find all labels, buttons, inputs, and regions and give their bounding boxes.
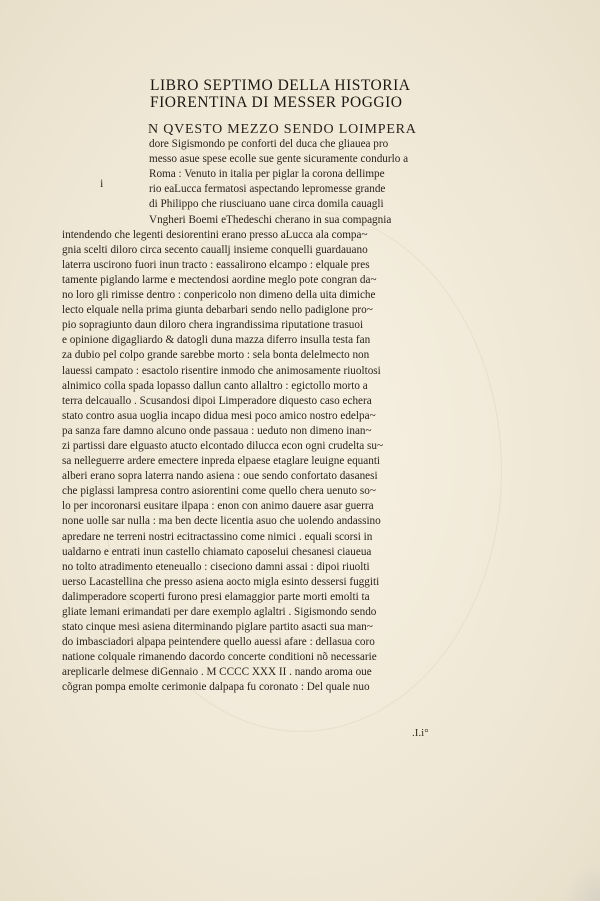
text-line: e opinione digagliardo & datogli duna mazza diferro insulla testa fan — [62, 334, 371, 347]
text-line: za dubio pel colpo grande sarebbe morto : sela bonta delelmecto non — [62, 349, 370, 362]
body-text — [62, 122, 442, 696]
text-line: lo per incoronarsi eusitare ilpapa : enon con animo dauere asar guerra — [62, 500, 374, 513]
text-line: sa nelleguerre ardere emectere inpreda elpaese etaglare leuigne equanti — [62, 455, 381, 468]
text-line: N QVESTO MEZZO SENDO LOIMPERA — [148, 122, 417, 137]
paper-stain — [564, 861, 600, 901]
text-line: do imbasciadori alpapa peintendere quello auessi afare : dellasua coro — [62, 636, 375, 649]
text-line: dalimperadore scoperti furono presi elamaggior parte morti emolti ta — [62, 590, 370, 603]
text-line: pa sanza fare damno alcuno onde passaua : ueduto non dimeno inan~ — [62, 424, 372, 437]
text-line: areplicarle delmese diGennaio . M CCCC XXX II . nando aroma oue — [62, 666, 372, 679]
text-line: intendendo che legenti desiorentini erano presso aLucca ala compa~ — [62, 228, 368, 241]
text-line: lecto elquale nella prima giunta debarbari sendo nello padiglone pro~ — [62, 304, 373, 317]
text-line: messo asue spese ecolle sue gente sicuramente condurlo a — [149, 153, 409, 166]
signature-mark: .I.i° — [412, 727, 429, 739]
text-line: cõgran pompa emolte cerimonie dalpapa fu coronato : Del quale nuo — [62, 681, 370, 694]
text-line: alberi erano sopra laterra nando asiena : oue sendo confortato dasanesi — [62, 470, 378, 483]
text-line: terra delcauallo . Scusandosi dipoi Limperadore diquesto caso echera — [62, 394, 372, 407]
text-line: rio eaLucca fermatosi aspectando lepromesse grande — [149, 183, 386, 196]
text-line: dore Sigismondo pe conforti del duca che gliauea pro — [149, 138, 389, 151]
text-line: uerso Lacastellina che presso asiena aocto migla esinto dessersi fuggiti — [62, 575, 380, 588]
text-line: gliate lemani erimandati per dare exemplo aglaltri . Sigismondo sendo — [62, 606, 377, 618]
text-line: none uolle sar nulla : ma ben decte licentia asuo che uolendo andassino — [62, 515, 381, 528]
text-line: apredare ne terreni nostri ecitractassino come nimici . equali scorsi in — [62, 530, 373, 543]
text-line: natione colquale rimanendo dacordo concerte conditioni nõ necessarie — [62, 651, 377, 664]
text-line: gnia scelti diloro circa secento cauallj insieme conquelli guardauano — [62, 243, 368, 256]
text-line: stato cinque mesi asiena diterminando piglare partito asacti sua man~ — [62, 621, 373, 634]
text-line: Vngheri Boemi eThedeschi cherano in sua compagnia — [149, 213, 392, 226]
text-line: pio sopragiunto daun diloro chera ingrandissima riputatione trasuoi — [62, 319, 364, 332]
margin-note: i — [100, 176, 104, 190]
text-line: zi partissi dare elguasto atucto elcontado dilucca econ ogni crudelta su~ — [62, 439, 384, 452]
chapter-heading — [150, 77, 450, 111]
heading-line-1: LIBRO SEPTIMO DELLA HISTORIA — [150, 77, 411, 94]
text-line: no loro gli rimisse dentro : conpericolo non dimeno della uita dimiche — [62, 289, 376, 302]
text-line: laterra uscirono fuori inun tracto : eassalirono elcampo : elquale pres — [62, 258, 370, 271]
text-line: che piglassi lampresa contro asiorentini come quello chera uenuto so~ — [62, 485, 376, 498]
text-line: lauessi campato : esactolo risentire inmodo che animosamente riuoltosi — [62, 364, 381, 377]
text-line: ualdarno e entrati inun castello chiamato caposelui chesanesi ciaueua — [62, 545, 372, 558]
text-line: no tolto atradimento eteneuallo : ciseciono damni assai : dipoi riuolti — [62, 560, 370, 573]
text-line: alnimico colla spada lopasso dallun canto allaltro : egictollo morto a — [62, 379, 368, 392]
text-line: tamente piglando larme e mectendosi aordine meglo pote congran da~ — [62, 273, 377, 286]
text-line: Roma : Venuto in italia per piglar la corona dellimpe — [149, 168, 385, 181]
heading-line-2: FIORENTINA DI MESSER POGGIO — [150, 94, 403, 111]
text-line: di Philippo che riusciuano uane circa domila cauagli — [149, 198, 384, 211]
text-line: stato contro asua uoglia incapo didua mesi poco amico nostro edelpa~ — [62, 409, 376, 422]
